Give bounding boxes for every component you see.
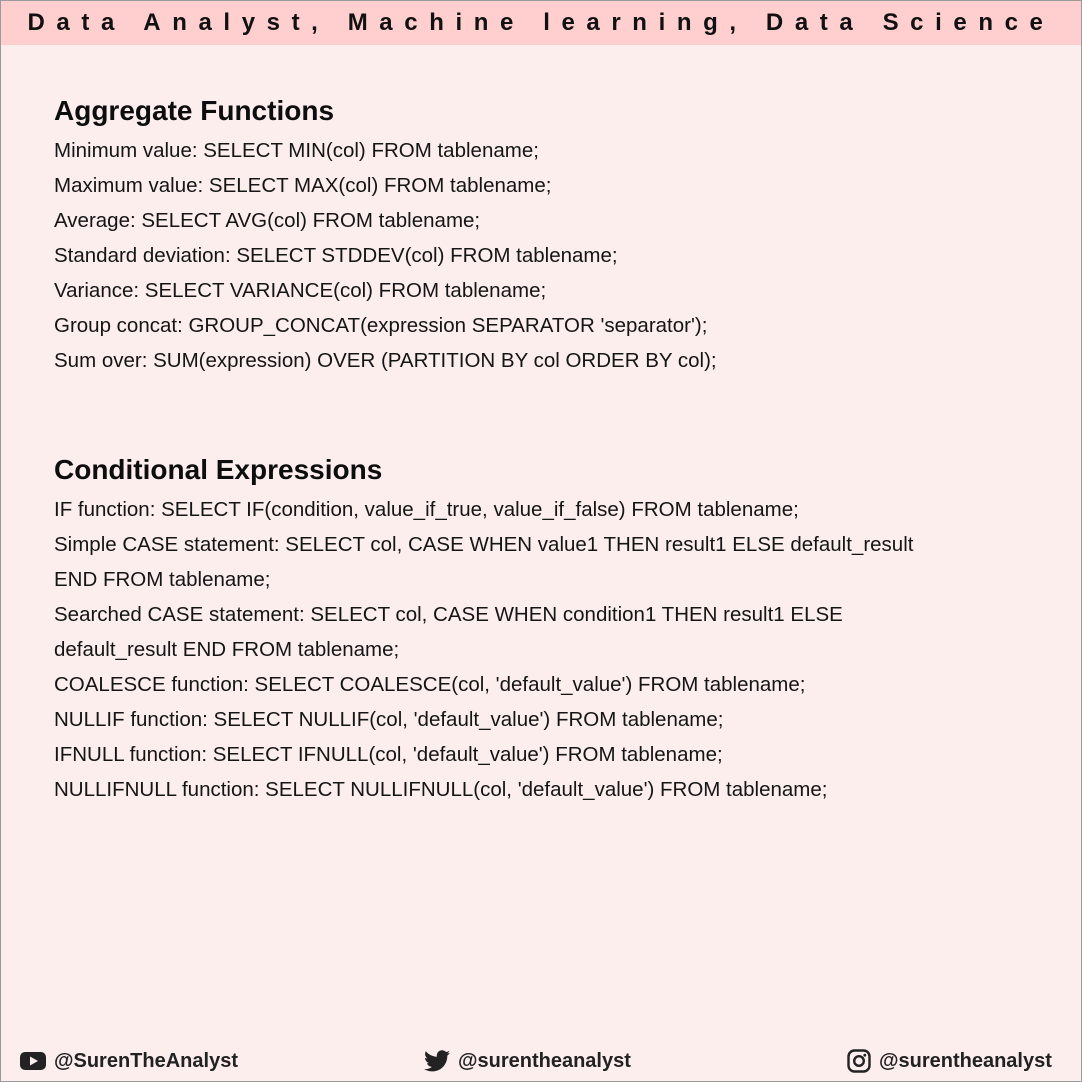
youtube-icon bbox=[20, 1052, 46, 1070]
twitter-link[interactable] bbox=[424, 1043, 631, 1079]
text-line: default_result END FROM tablename; bbox=[54, 638, 400, 661]
text-line: Minimum value: SELECT MIN(col) FROM tablename; bbox=[54, 139, 539, 162]
text-line: COALESCE function: SELECT COALESCE(col, 'default_value') FROM tablename; bbox=[54, 673, 806, 696]
instagram-icon bbox=[847, 1049, 871, 1073]
text-line: Simple CASE statement: SELECT col, CASE WHEN value1 THEN result1 ELSE default_result bbox=[54, 533, 914, 556]
youtube-handle: @SurenTheAnalyst bbox=[54, 1049, 238, 1072]
youtube-link[interactable] bbox=[20, 1043, 238, 1079]
instagram-handle: @surentheanalyst bbox=[879, 1049, 1052, 1072]
section-aggregate-functions bbox=[54, 89, 1044, 378]
header-title: Data Analyst, Machine learning, Data Science bbox=[27, 9, 1055, 36]
footer bbox=[1, 1043, 1081, 1079]
header-banner bbox=[1, 1, 1081, 45]
section-title: Conditional Expressions bbox=[54, 454, 383, 485]
text-line: NULLIF function: SELECT NULLIF(col, 'default_value') FROM tablename; bbox=[54, 708, 724, 731]
text-line: END FROM tablename; bbox=[54, 568, 271, 591]
section-conditional-expressions bbox=[54, 448, 1044, 807]
text-line: NULLIFNULL function: SELECT NULLIFNULL(col, 'default_value') FROM tablename; bbox=[54, 778, 828, 801]
text-line: IF function: SELECT IF(condition, value_if_true, value_if_false) FROM tablename; bbox=[54, 498, 799, 521]
content bbox=[54, 89, 1044, 807]
text-line: IFNULL function: SELECT IFNULL(col, 'default_value') FROM tablename; bbox=[54, 743, 723, 766]
instagram-link[interactable] bbox=[847, 1043, 1052, 1079]
text-line: Searched CASE statement: SELECT col, CASE WHEN condition1 THEN result1 ELSE bbox=[54, 603, 843, 626]
text-line: Standard deviation: SELECT STDDEV(col) FROM tablename; bbox=[54, 244, 618, 267]
text-line: Average: SELECT AVG(col) FROM tablename; bbox=[54, 209, 481, 232]
text-line: Maximum value: SELECT MAX(col) FROM tablename; bbox=[54, 174, 552, 197]
section-title: Aggregate Functions bbox=[54, 95, 335, 126]
text-line: Sum over: SUM(expression) OVER (PARTITION BY col ORDER BY col); bbox=[54, 349, 717, 372]
text-line: Group concat: GROUP_CONCAT(expression SEPARATOR 'separator'); bbox=[54, 314, 708, 337]
text-line: Variance: SELECT VARIANCE(col) FROM tablename; bbox=[54, 279, 547, 302]
twitter-handle: @surentheanalyst bbox=[458, 1049, 631, 1072]
twitter-icon bbox=[424, 1050, 450, 1072]
